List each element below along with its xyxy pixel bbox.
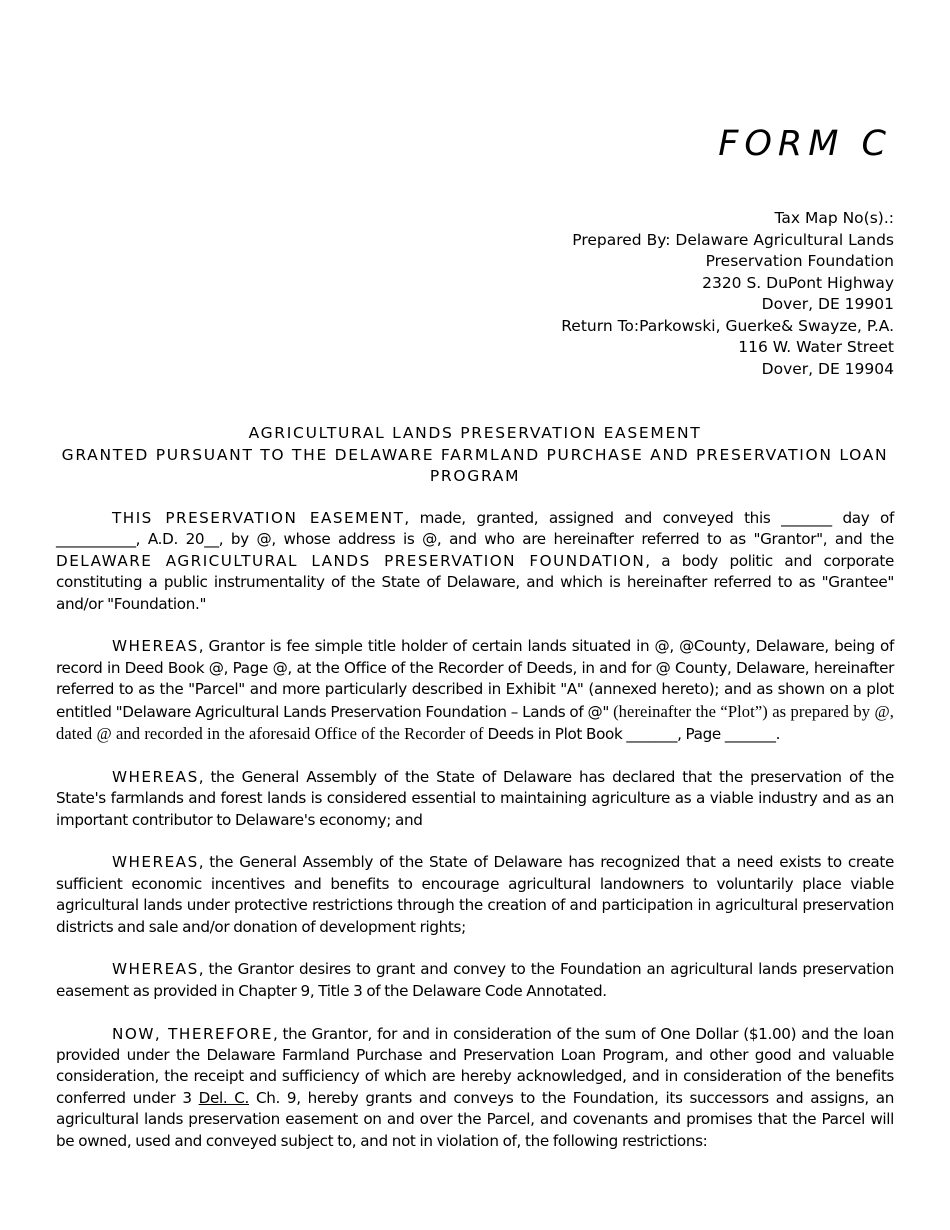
paragraph-whereas-grantor <box>56 959 894 1002</box>
lead-phrase: THIS PRESERVATION EASEMENT <box>112 509 405 527</box>
paragraph-text: , Grantor is fee simple title holder of certain lands situated in @, @County, Delaware, being of record in Deed Book @, Page @, at the Office of the Recorder of Deeds, in and for @ County, Delaware, hereinafter referred to as the "Parcel" and more particularly described in Exhibit "A" (annexed hereto); and as shown on a plot entitled "Delaware Agricultural Lands Preservation Foundation – Lands of @" <box>56 637 894 721</box>
prepared-by-line: Preservation Foundation <box>705 252 894 270</box>
paragraph-whereas-parcel <box>56 636 894 745</box>
paragraph-text: , the Grantor, for and in consideration of the sum of One Dollar ($1.00) and the loan provided under the Delaware Farmland Purchase and Preservation Loan Program, and other good and valuable consideration, the receipt and sufficiency of which are hereby acknowledged, and in consideration of the benefits conferred under 3 <box>56 1024 894 1107</box>
paragraph-now-therefore <box>56 1024 894 1152</box>
tax-map-line: Tax Map No(s).: <box>774 209 894 227</box>
form-title: FORM C <box>718 124 892 164</box>
return-to-city-line: Dover, DE 19904 <box>761 359 894 378</box>
code-citation: Del. C. <box>198 1088 249 1107</box>
paragraph-preamble <box>56 508 894 615</box>
return-to-address-line: 116 W. Water Street <box>738 338 894 356</box>
lead-phrase: NOW, THEREFORE <box>112 1024 273 1043</box>
paragraph-whereas-declaration <box>56 767 894 831</box>
lead-phrase: WHEREAS <box>112 960 199 979</box>
recording-header <box>561 208 894 380</box>
paragraph-text: Deeds in Plot Book _______, Page _______. <box>483 725 781 744</box>
lead-phrase: WHEREAS <box>112 853 199 872</box>
lead-phrase: WHEREAS <box>112 767 199 786</box>
document-title <box>56 423 894 488</box>
paragraph-text: , a body politic and corporate constituting a public instrumentality of the State of Delaware, and which is hereinafter referred to as "Grantee" and/or "Foundation." <box>56 551 894 613</box>
return-to-line: Return To:Parkowski, Guerke& Swayze, P.A. <box>561 316 894 335</box>
paragraph-whereas-incentives <box>56 852 894 938</box>
paragraph-text: , the General Assembly of the State of Delaware has declared that the preservation of the State's farmlands and forest lands is considered essential to maintaining agriculture as a viable industry and as an important contributor to Delaware's economy; and <box>56 767 894 829</box>
paragraph-text: , the General Assembly of the State of Delaware has recognized that a need exists to create sufficient economic incentives and benefits to encourage agricultural landowners to voluntarily place viable agricultural lands under protective restrictions through the creation of and participation in agricultural preservation districts and sale and/or donation of development rights; <box>56 853 894 936</box>
paragraph-text-serif: (hereinafter the “Plot”) as prepared by @, dated @ and recorded in the aforesaid Office of the Recorder of <box>56 701 894 744</box>
prepared-by-city-line: Dover, DE 19901 <box>761 295 894 313</box>
grantee-name: DELAWARE AGRICULTURAL LANDS PRESERVATION FOUNDATION <box>56 551 646 570</box>
prepared-by-address-line: 2320 S. DuPont Highway <box>702 273 894 292</box>
paragraph-text: , made, granted, assigned and conveyed this _______ day of ___________, A.D. 20__, by @, whose address is @, and who are hereinafter referred to as "Grantor", and the <box>56 509 894 549</box>
document-body <box>56 508 894 1174</box>
title-line: GRANTED PURSUANT TO THE DELAWARE FARMLAND PURCHASE AND PRESERVATION LOAN PROGRAM <box>61 445 889 485</box>
lead-phrase: WHEREAS <box>112 637 199 656</box>
prepared-by-line: Prepared By: Delaware Agricultural Lands <box>572 230 894 249</box>
title-line: AGRICULTURAL LANDS PRESERVATION EASEMENT <box>248 424 702 442</box>
paragraph-text: , the Grantor desires to grant and convey to the Foundation an agricultural lands preservation easement as provided in Chapter 9, Title 3 of the Delaware Code Annotated. <box>56 960 894 1000</box>
paragraph-text: Ch. 9, hereby grants and conveys to the Foundation, its successors and assigns, an agricultural lands preservation easement on and over the Parcel, and covenants and promises that the Parcel will be owned, used and conveyed subject to, and not in violation of, the following restrictions: <box>56 1088 895 1150</box>
